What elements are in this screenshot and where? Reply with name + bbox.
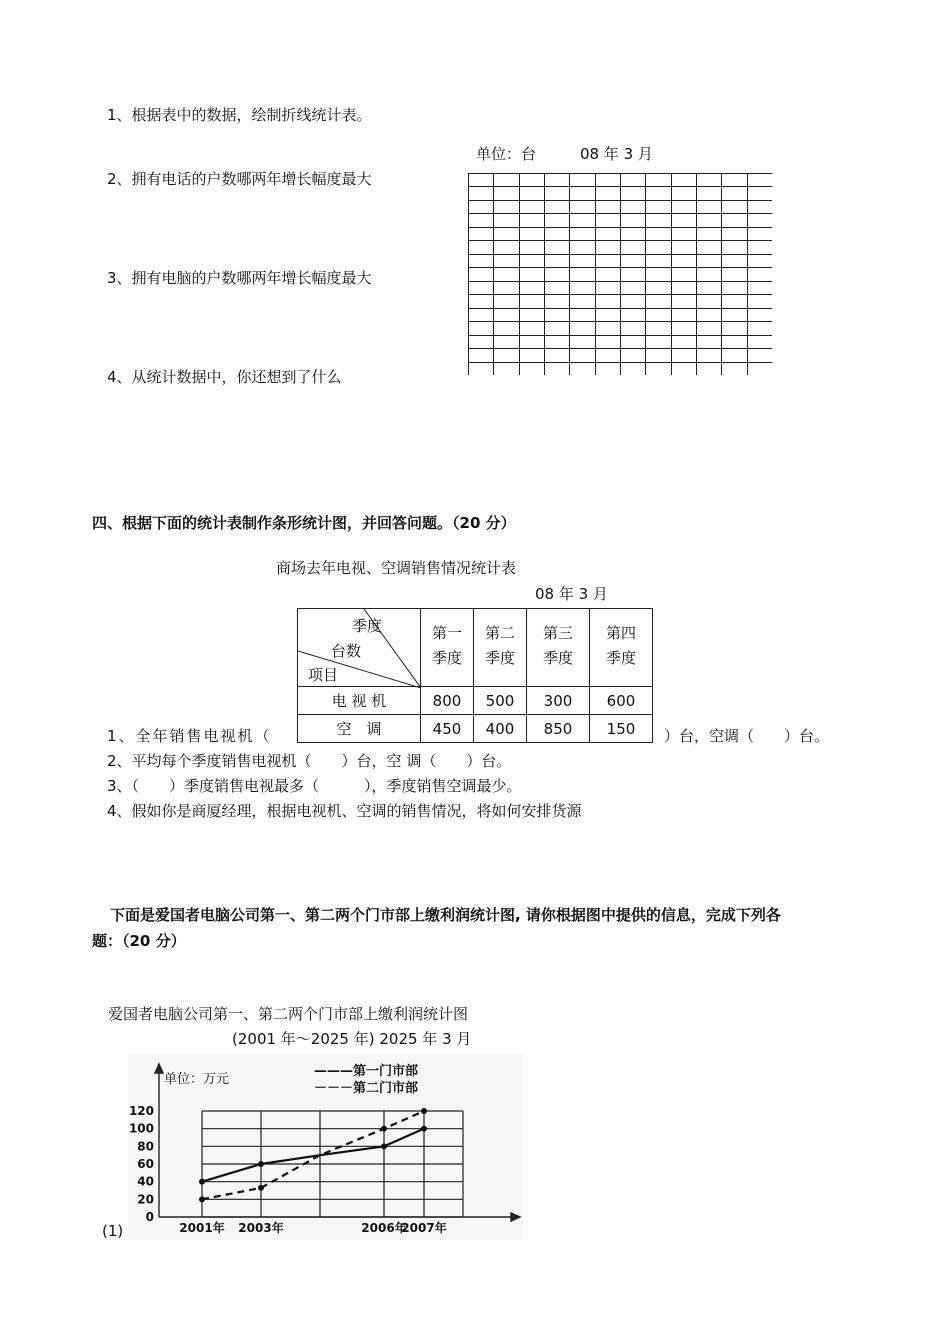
header-quarter-1: 第一 季度 [421, 609, 474, 687]
row-label-tv: 电 视 机 [298, 687, 421, 715]
table-title: 商场去年电视、空调销售情况统计表 [276, 559, 517, 577]
section-4-question-1-right: ）台，空调（ ）台。 [664, 727, 830, 745]
section-4-question-4: 4、假如你是商厦经理，根据电视机、空调的销售情况，将如何安排货源 [107, 802, 582, 820]
section-4-question-3: 3、（ ）季度销售电视最多（ ），季度销售空调最少。 [107, 777, 522, 795]
sales-table [297, 608, 653, 743]
legend-entry-1: ———第一门市部 [314, 1064, 419, 1079]
question-4: 4、从统计数据中，你还想到了什么 [107, 368, 342, 386]
profit-line-chart [128, 1055, 523, 1240]
table-cell: 400 [474, 715, 527, 743]
series-point [381, 1126, 387, 1132]
corner-label-units: 台数 [331, 642, 362, 660]
footer-question-fragment: (1) [102, 1222, 124, 1240]
table-cell: 600 [590, 687, 653, 715]
question-3: 3、拥有电脑的户数哪两年增长幅度最大 [107, 269, 372, 287]
y-tick-label: 20 [137, 1192, 154, 1207]
y-tick-label: 120 [128, 1104, 154, 1118]
table-cell: 800 [421, 687, 474, 715]
series-point [421, 1108, 427, 1114]
y-tick-label: 80 [137, 1139, 154, 1154]
table-cell: 150 [590, 715, 653, 743]
table-cell: 450 [421, 715, 474, 743]
section-4-question-2: 2、平均每个季度销售电视机（ ）台，空 调（ ）台。 [107, 752, 512, 770]
table-row [298, 687, 653, 715]
section-4-heading: 四、根据下面的统计表制作条形统计图，并回答问题。（20 分） [92, 514, 516, 532]
x-tick-label: 2006年 [361, 1221, 407, 1235]
x-tick-label: 2007年 [401, 1221, 447, 1235]
chart-subtitle: (2001 年～2025 年) 2025 年 3 月 [232, 1030, 472, 1048]
header-quarter-2: 第二 季度 [474, 609, 527, 687]
header-quarter-3: 第三 季度 [527, 609, 590, 687]
x-tick-label: 2001年 [179, 1221, 225, 1235]
chart-title: 爱国者电脑公司第一、第二两个门市部上缴利润统计图 [108, 1005, 469, 1023]
blank-grid-paper [468, 173, 772, 375]
series-point [421, 1126, 427, 1132]
y-tick-label: 40 [137, 1174, 154, 1189]
table-cell: 850 [527, 715, 590, 743]
section-5-intro-line-2: 题：（20 分） [92, 932, 186, 950]
table-cell: 300 [527, 687, 590, 715]
section-4-question-1-left: 1、全年销售电视机（ [107, 727, 272, 745]
corner-label-item: 项目 [308, 666, 339, 684]
series-point [381, 1143, 387, 1149]
grid-date-label: 08 年 3 月 [580, 145, 653, 163]
table-cell: 500 [474, 687, 527, 715]
question-1: 1、根据表中的数据，绘制折线统计表。 [107, 106, 372, 124]
corner-label-quarter: 季度 [352, 617, 383, 635]
table-date: 08 年 3 月 [535, 585, 608, 603]
section-5-intro-line-1: 下面是爱国者电脑公司第一、第二两个门市部上缴利润统计图, 请你根据图中提供的信息，完成下列各 [110, 906, 781, 924]
x-tick-label: 2003年 [238, 1221, 284, 1235]
table-corner-header [298, 609, 421, 687]
header-quarter-4: 第四 季度 [590, 609, 653, 687]
y-tick-label: 0 [145, 1210, 154, 1224]
table-row [298, 715, 653, 743]
series-point [199, 1179, 205, 1185]
chart-unit-label: 单位：万元 [164, 1072, 230, 1087]
series-point [258, 1161, 264, 1167]
y-tick-label: 100 [128, 1121, 154, 1136]
legend-entry-2: －－－第二门市部 [314, 1081, 419, 1096]
grid-unit-label: 单位：台 [476, 145, 537, 163]
question-2: 2、拥有电话的户数哪两年增长幅度最大 [107, 170, 372, 188]
series-point [258, 1185, 264, 1191]
row-label-ac: 空 调 [298, 715, 421, 743]
y-tick-label: 60 [137, 1157, 154, 1171]
series-point [199, 1196, 205, 1202]
